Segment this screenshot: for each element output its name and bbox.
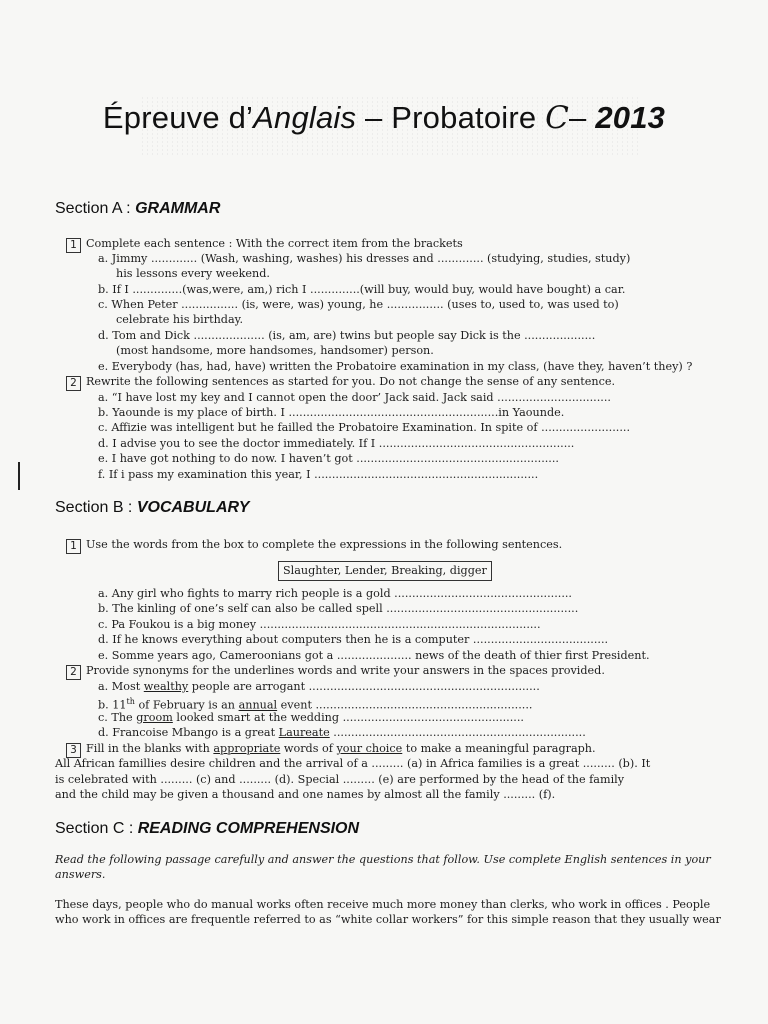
item: (most handsome, more handsomes, handsomer) person. (116, 344, 434, 357)
instructions: answers. (55, 868, 106, 881)
passage-line: These days, people who do manual works often receive much more money than clerks, who work in offices . People (55, 898, 711, 911)
item: e. Somme years ago, Cameroonians got a ..................... news of the death of thier first President. (98, 649, 650, 662)
item: celebrate his birthday. (116, 313, 244, 326)
section-c-heading: Section C : READING COMPREHENSION (55, 820, 360, 837)
item: e. Everybody (has, had, have) written the Probatoire examination in my class, (have they, haven’t they) ? (98, 360, 693, 373)
item: a. Most wealthy people are arrogant ................................................................. (98, 680, 540, 693)
item: b. If I ..............(was,were, am,) rich I ..............(will buy, would buy, would have bought) a car. (98, 283, 626, 296)
paragraph-line: All African famillies desire children and the arrival of a ......... (a) in Africa families is a great ......... (b). It (55, 757, 651, 770)
item: d. Tom and Dick .................... (is, am, are) twins but people say Dick is the .................... (98, 329, 596, 342)
item: c. The groom looked smart at the wedding ................................................... (98, 711, 524, 724)
item: his lessons every weekend. (116, 267, 270, 280)
section-a-heading: Section A : GRAMMAR (55, 200, 221, 217)
item: e. I have got nothing to do now. I haven’t got ......................................................... (98, 452, 559, 465)
section-b-heading: Section B : VOCABULARY (55, 499, 250, 516)
word-box: Slaughter, Lender, Breaking, digger (278, 561, 492, 581)
question-b2: 2 Provide synonyms for the underlines words and write your answers in the spaces provided. (66, 663, 605, 680)
item: f. If i pass my examination this year, I ............................................................... (98, 468, 539, 481)
item: c. Affizie was intelligent but he failled the Probatoire Examination. In spite of ......................... (98, 421, 630, 434)
question-b3: 3 Fill in the blanks with appropriate words of your choice to make a meaningful paragraph. (66, 741, 596, 758)
item: c. When Peter ................ (is, were, was) young, he ................ (uses to, used to, was used to) (98, 298, 619, 311)
question-a2: 2 Rewrite the following sentences as started for you. Do not change the sense of any sentence. (66, 374, 615, 391)
item: b. Yaounde is my place of birth. I ...........................................................in Yaounde. (98, 406, 565, 419)
item: b. 11th of February is an annual event ............................................................. (98, 697, 533, 712)
instructions: Read the following passage carefully and answer the questions that follow. Use complete English sentences in your (55, 853, 711, 866)
paragraph-line: and the child may be given a thousand and one names by almost all the family ......... (f). (55, 788, 556, 801)
item: a. “I have lost my key and I cannot open the door’ Jack said. Jack said ................................ (98, 391, 611, 404)
item: a. Jimmy ............. (Wash, washing, washes) his dresses and ............. (studying, studies, study) (98, 252, 631, 265)
item: d. If he knows everything about computers then he is a computer ...................................... (98, 633, 609, 646)
question-b1: 1 Use the words from the box to complete the expressions in the following sentences. (66, 537, 562, 554)
question-number: 2 (66, 665, 81, 680)
page-title: Épreuve d’Anglais – Probatoire C– 2013 (102, 100, 666, 136)
question-number: 1 (66, 238, 81, 253)
item: d. Francoise Mbango is a great Laureate ....................................................................... (98, 726, 586, 739)
question-a1: 1 Complete each sentence : With the correct item from the brackets (66, 236, 463, 253)
item: a. Any girl who fights to marry rich people is a gold .................................................. (98, 587, 572, 600)
paragraph-line: is celebrated with ......... (c) and ......... (d). Special ......... (e) are performed by the head of the family (55, 773, 625, 786)
passage-line: who work in offices are frequentle referred to as “white collar workers” for this simple reason that they usually wear (55, 913, 721, 926)
question-number: 1 (66, 539, 81, 554)
question-number: 3 (66, 743, 81, 758)
item: c. Pa Foukou is a big money ............................................................................... (98, 618, 541, 631)
margin-mark (18, 462, 20, 490)
question-number: 2 (66, 376, 81, 391)
item: b. The kinling of one’s self can also be called spell ...................................................... (98, 602, 579, 615)
item: d. I advise you to see the doctor immediately. If I ....................................................... (98, 437, 575, 450)
